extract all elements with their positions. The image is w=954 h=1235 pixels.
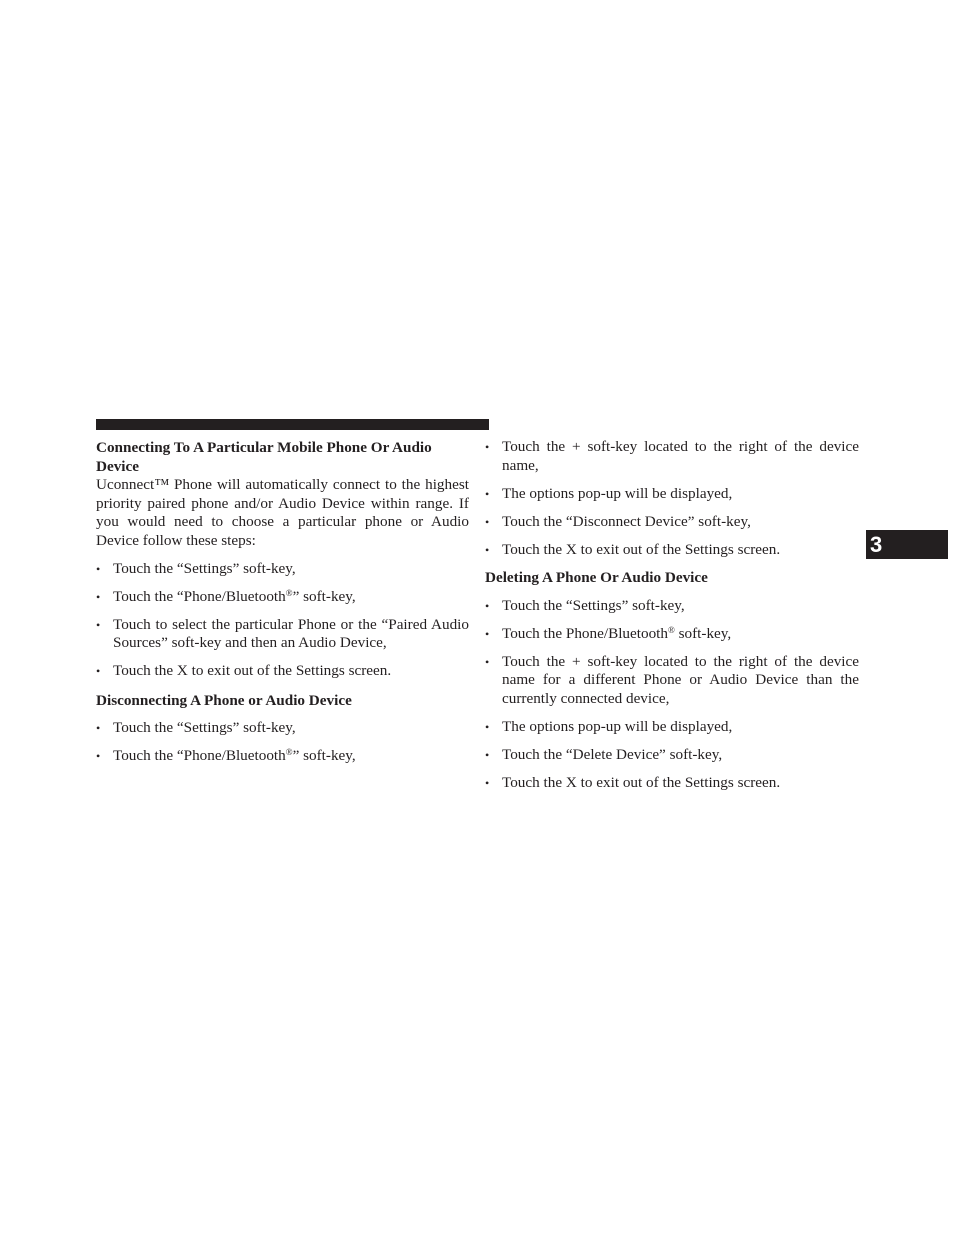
list-item-text: The options pop-up will be displayed, <box>502 717 733 735</box>
section-number: 3 <box>870 532 883 557</box>
bullet-icon: • <box>485 486 490 501</box>
list-item <box>485 438 859 475</box>
list-item <box>485 541 859 560</box>
list-item <box>96 747 469 766</box>
heading-connecting: Connecting To A Particular Mobile Phone Or Audio Device <box>96 439 432 475</box>
bullet-icon: • <box>96 749 101 763</box>
bullet-icon: • <box>485 440 490 454</box>
list-item-text: Touch the X to exit out of the Settings screen. <box>502 773 781 791</box>
list-item-text: Touch the X to exit out of the Settings screen. <box>113 662 392 679</box>
list-item-text: The options pop-up will be displayed, <box>502 484 733 502</box>
list-item <box>96 719 469 738</box>
list-item <box>96 616 469 653</box>
bullet-icon: • <box>485 542 490 557</box>
bullet-icon: • <box>485 626 490 641</box>
list-item-text: Touch the “Settings” soft-key, <box>113 719 296 736</box>
delete-steps-list <box>485 597 859 793</box>
list-item-text: Touch the “Delete Device” soft-key, <box>502 745 723 763</box>
list-item-text: Touch the “Settings” soft-key, <box>502 596 685 614</box>
bullet-icon: • <box>96 721 101 735</box>
bullet-icon: • <box>485 598 490 613</box>
list-item <box>485 746 859 765</box>
list-item-text: Touch the X to exit out of the Settings screen. <box>502 540 781 558</box>
list-item <box>485 597 859 616</box>
section-rule <box>96 419 489 430</box>
list-item <box>96 588 469 607</box>
disconnect-steps-list <box>96 719 469 766</box>
list-item-text: Touch the “Phone/Bluetooth®” soft-key, <box>113 747 356 764</box>
list-item <box>485 774 859 793</box>
disconnect-steps-continued-list <box>485 438 859 559</box>
left-column <box>96 438 469 766</box>
bullet-icon: • <box>485 514 490 529</box>
list-item-text: Touch the + soft-key located to the right of the device name for a different Phone or Audio Device than the currently connected device, <box>502 652 859 707</box>
bullet-icon: • <box>96 664 101 678</box>
heading-deleting: Deleting A Phone Or Audio Device <box>485 569 708 586</box>
list-item <box>485 625 859 644</box>
list-item <box>485 653 859 709</box>
list-item <box>485 513 859 532</box>
list-item <box>96 560 469 579</box>
list-item <box>96 662 469 681</box>
bullet-icon: • <box>485 654 490 669</box>
list-item-text: Touch to select the particular Phone or the “Paired Audio Sources” soft-key and then an Audio Device, <box>113 615 469 651</box>
connect-steps-list <box>96 560 469 681</box>
bullet-icon: • <box>485 775 490 790</box>
list-item-text: Touch the “Phone/Bluetooth®” soft-key, <box>113 587 356 605</box>
heading-disconnecting: Disconnecting A Phone or Audio Device <box>96 691 352 709</box>
list-item-text: Touch the “Disconnect Device” soft-key, <box>502 512 751 530</box>
section-tab <box>866 530 948 559</box>
bullet-icon: • <box>96 561 101 576</box>
list-item-text: Touch the “Settings” soft-key, <box>113 559 296 577</box>
bullet-icon: • <box>96 589 101 604</box>
bullet-icon: • <box>96 617 101 632</box>
bullet-icon: • <box>485 719 490 734</box>
list-item-text: Touch the + soft-key located to the right of the device name, <box>502 438 859 474</box>
intro-paragraph: Uconnect™ Phone will automatically connect to the highest priority paired phone and/or Audio Device within range. If you would need to choose a particular phone or Audio Device follow these steps: <box>96 476 469 549</box>
list-item <box>485 718 859 737</box>
list-item <box>485 485 859 504</box>
list-item-text: Touch the Phone/Bluetooth® soft-key, <box>502 624 732 642</box>
right-column <box>485 438 859 792</box>
bullet-icon: • <box>485 747 490 762</box>
